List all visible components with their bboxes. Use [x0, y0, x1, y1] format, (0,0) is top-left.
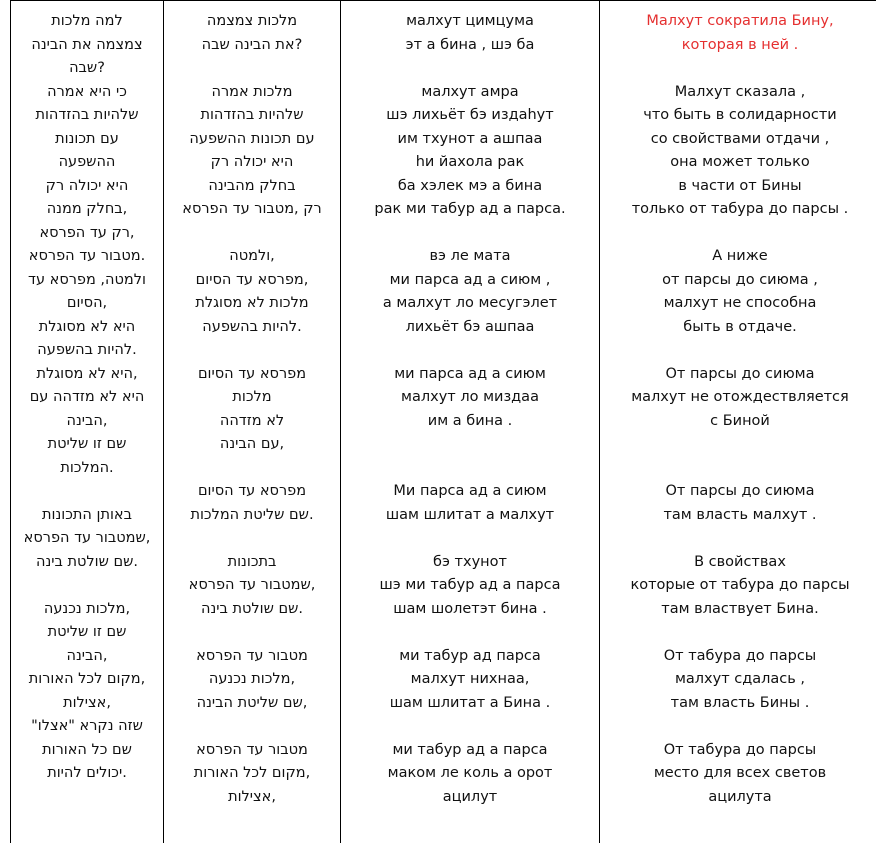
hebrew-phrasing-lines — [11, 0, 163, 786]
text-line: только от табура до парсы . — [631, 201, 849, 217]
text-line: ацилута — [708, 788, 772, 805]
text-line: эт а бина , шэ ба — [405, 36, 535, 53]
text-line: .שם שליטת המלכות — [190, 506, 314, 523]
text-line: מלכות צמצמה — [206, 13, 298, 29]
text-line — [11, 574, 163, 598]
text-line: место для всех светов — [653, 765, 827, 781]
text-line: ?את הבינה שבה — [201, 36, 303, 53]
text-line: малхут сдалась , — [674, 671, 806, 687]
text-line: ,אצילות — [228, 788, 276, 805]
text-line: Малхут сократила Бину, — [646, 13, 834, 29]
text-line: со свойствами отдачи , — [650, 130, 830, 147]
text-line: малхут не способна — [663, 295, 817, 311]
text-line: шам шлитат а Бина . — [389, 694, 551, 711]
text-line: עם תכונות — [55, 130, 119, 147]
translation-lines — [600, 0, 877, 809]
text-line — [11, 480, 163, 504]
text-line — [600, 433, 877, 457]
text-line: מלכות לא מסוגלת — [195, 295, 309, 311]
text-line: которые от табура до парсы — [630, 577, 850, 593]
text-line: бэ тхунот — [433, 553, 507, 570]
text-line: а малхут ло месугэлет — [382, 295, 558, 311]
text-line: Ми парса ад а сиюм — [393, 483, 547, 499]
text-line: малхут ло миздаа — [401, 389, 539, 405]
text-line: .להיות בהשפעה — [202, 318, 302, 335]
text-line: А ниже — [712, 248, 768, 264]
text-line — [341, 57, 599, 81]
text-line: Малхут сказала , — [674, 83, 806, 100]
text-line: ,הבינה — [66, 647, 108, 664]
text-line: которая в ней . — [681, 36, 799, 53]
text-line: ,מפרסא עד הסיום — [195, 271, 309, 288]
text-line: ми табур ад парса — [399, 647, 541, 664]
text-line: לא מזדהה — [219, 412, 285, 429]
translation-column — [600, 0, 877, 843]
text-line: ,הבינה — [66, 412, 108, 429]
text-line — [341, 222, 599, 246]
text-line: вэ ле мата — [429, 248, 511, 264]
text-line: ההשפעה — [58, 154, 116, 170]
text-line — [600, 339, 877, 363]
text-line: .יכולים להיות — [47, 765, 127, 781]
text-line: .להיות בהשפעה — [37, 342, 137, 358]
hebrew-phrasing-column — [11, 0, 164, 843]
text-line: שם זו שליטת — [47, 624, 127, 640]
text-line — [164, 222, 340, 246]
text-line: ,ולמטה — [229, 248, 275, 264]
text-line: ацилут — [442, 788, 498, 805]
text-line: ,הסיום — [66, 295, 108, 311]
text-line: рак ми табур ад а парса. — [374, 201, 566, 217]
text-line — [164, 621, 340, 645]
text-line: ,מקום לכל האורות — [193, 765, 311, 781]
text-line: מטבור עד הפרסא — [196, 647, 308, 664]
text-line: ,מלכות נכנעה — [208, 671, 296, 687]
text-line: מפרסא עד הסיום — [197, 483, 307, 499]
text-line: .שם שולטת בינה — [35, 553, 139, 570]
text-line — [341, 715, 599, 739]
transliteration-lines — [341, 0, 599, 809]
text-line: שלהיות בהזדהות — [200, 107, 304, 123]
text-line: היא לא מזדהה עם — [29, 389, 145, 405]
text-line: כי היא אמרה — [47, 83, 127, 100]
text-line: רק ,מטבור עד הפרסא — [182, 201, 322, 217]
text-line: малхут нихнаа, — [410, 671, 530, 687]
text-line: ми табур ад а парса — [392, 741, 548, 758]
text-line — [164, 57, 340, 81]
text-line: что быть в солидарности — [643, 107, 837, 123]
transliteration-column — [341, 0, 600, 843]
text-line: ,בחלק ממנה — [46, 201, 128, 217]
text-line: .מטבור עד הפרסא — [28, 248, 146, 264]
text-line: ,אצילות — [63, 694, 111, 711]
text-line: лихьёт бэ ашпаа — [405, 318, 535, 335]
text-line: ,עם הבינה — [219, 436, 285, 452]
text-line: .המלכות — [60, 459, 114, 476]
text-line: בתכונות — [227, 553, 277, 570]
text-line — [341, 527, 599, 551]
text-line — [164, 715, 340, 739]
text-line: шэ ми табур ад а парса — [379, 577, 561, 593]
text-line: им тхунот а ашпаа — [397, 130, 543, 147]
text-line: От табура до парсы — [663, 647, 817, 664]
text-line: шам шлитат а малхут — [385, 506, 555, 523]
text-line — [600, 457, 877, 481]
text-line: .שם שולטת בינה — [200, 600, 304, 617]
text-line — [164, 457, 340, 481]
text-line — [164, 339, 340, 363]
text-line — [341, 621, 599, 645]
text-line: ולמטה, מפרסא עד — [28, 271, 146, 288]
text-line: ми парса ад а сиюм — [394, 365, 546, 382]
text-line: ,היא לא מסוגלת — [36, 365, 138, 382]
text-line — [600, 222, 877, 246]
text-line: От парсы до сиюма — [665, 365, 815, 382]
text-line — [600, 621, 877, 645]
hebrew-text-lines — [164, 0, 340, 809]
text-line: מלכות — [232, 389, 272, 405]
text-line: שזה נקרא "אצלו" — [31, 718, 143, 734]
text-line: ,שם שליטת הבינה — [196, 694, 308, 711]
text-line: ,מלכות נכנעה — [43, 600, 131, 617]
text-line: ,שמטבור עד הפרסא — [188, 577, 316, 593]
text-line: с Биной — [710, 412, 770, 429]
text-line: от парсы до сиюма , — [662, 271, 818, 288]
text-line: быть в отдаче. — [683, 318, 797, 335]
text-line: им а бина . — [427, 412, 513, 429]
text-line — [600, 527, 877, 551]
text-line: малхут цимцума — [406, 13, 534, 29]
text-line: ми парса ад а сиюм , — [389, 271, 551, 288]
text-line — [600, 715, 877, 739]
text-line: шэ лихьёт бэ издаhут — [386, 107, 554, 123]
text-line: שלהיות בהזדהות — [35, 107, 139, 123]
text-line: малхут не отождествляется — [631, 389, 849, 405]
text-line: От табура до парсы — [663, 741, 817, 758]
text-line: ба хэлек мэ а бина — [397, 177, 543, 194]
text-line: От парсы до сиюма — [665, 483, 815, 499]
text-line: шам шолетэт бина . — [393, 600, 547, 617]
text-line: בחלק מהבינה — [208, 177, 296, 194]
text-line: ,מקום לכל האורות — [28, 671, 146, 687]
text-line: מלכות אמרה — [211, 83, 293, 100]
text-line: В свойствах — [694, 553, 786, 570]
text-line: ?שבה — [69, 60, 105, 76]
text-comparison-table — [10, 0, 877, 843]
text-line: маком ле коль а орот — [387, 765, 553, 781]
text-line: למה מלכות — [51, 13, 123, 29]
text-line: היא יכולה רק — [210, 154, 294, 170]
text-line: באותן התכונות — [41, 506, 133, 523]
text-line: צמצמה את הבינה — [31, 36, 143, 53]
text-line — [600, 57, 877, 81]
text-line — [341, 339, 599, 363]
table-row — [11, 0, 877, 843]
text-line: ,שמטבור עד הפרסא — [23, 530, 151, 546]
text-line — [341, 433, 599, 457]
text-line: малхут амра — [421, 83, 519, 100]
text-line: там власть малхут . — [663, 506, 817, 523]
text-line: ,רק עד הפרסא — [39, 224, 135, 241]
text-line: там властвует Бина. — [661, 600, 819, 617]
text-line: שם כל האורות — [42, 741, 132, 758]
text-line: היא יכולה רק — [45, 177, 129, 194]
text-line: там власть Бины . — [670, 694, 810, 711]
text-line: מטבור עד הפרסא — [196, 741, 308, 758]
text-line: она может только — [670, 154, 810, 170]
text-line: в части от Бины — [678, 177, 802, 194]
text-line: היא לא מסוגלת — [38, 318, 136, 335]
text-line: מפרסא עד הסיום — [197, 365, 307, 382]
hebrew-text-column — [164, 0, 341, 843]
text-line: שם זו שליטת — [47, 436, 127, 452]
text-line — [341, 457, 599, 481]
text-line — [164, 527, 340, 551]
text-line: hи йахола рак — [415, 154, 525, 170]
text-line: עם תכונות ההשפעה — [189, 130, 315, 147]
